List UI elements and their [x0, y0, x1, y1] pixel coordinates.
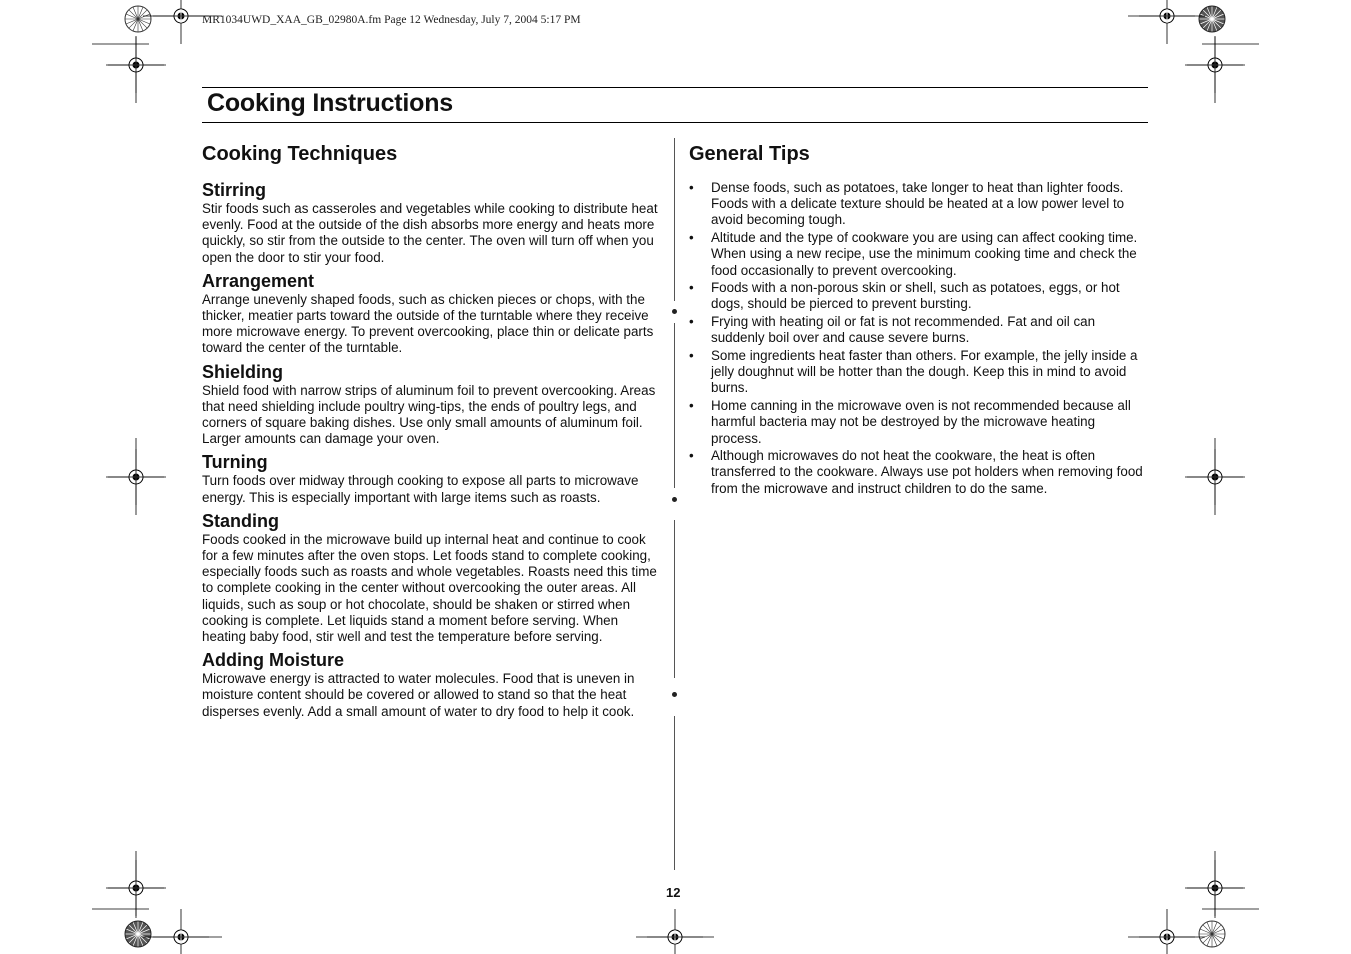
- bullet-icon: •: [689, 448, 694, 464]
- page-number: 12: [666, 885, 681, 900]
- bullet-icon: •: [689, 180, 694, 195]
- title-rule-bottom: [202, 122, 1148, 123]
- divider-dot: [672, 309, 677, 314]
- list-item: • Dense foods, such as potatoes, take longer to heat than lighter foods. Foods with a delicate texture should be heated at a low power level to avoid becoming tough.: [689, 180, 1125, 228]
- section-text: Shield food with narrow strips of aluminum foil to prevent overcooking. Areas that need shielding include poultry wing-tips, the ends of poultry legs, and corners of square baking dishes. Use only small amounts of aluminum foil. Larger amounts can damage your oven.: [202, 382, 656, 447]
- section-text: Stir foods such as casseroles and vegetables while cooking to distribute heat evenly. Food at the outside of the dish absorbs more energy and heats more quickly, so stir from the outside to the center. The oven will turn off when you open the door to stir your food.: [202, 201, 658, 265]
- bullet-icon: •: [689, 398, 694, 414]
- section-title: Standing: [202, 510, 279, 531]
- bullet-icon: •: [689, 230, 694, 246]
- list-item: • Although microwaves do not heat the cookware, the heat is often transferred to the cookware. Always use pot holders when removing food from the microwave and instruct children to do the same.: [689, 448, 1143, 496]
- general-tips-heading: General Tips: [689, 143, 810, 165]
- list-item: • Foods with a non-porous skin or shell, such as potatoes, eggs, or hot dogs, should be pierced to prevent bursting.: [689, 280, 1120, 312]
- column-divider: [674, 520, 675, 678]
- column-divider: [674, 716, 675, 870]
- general-tips-column: [689, 141, 1149, 498]
- section-title: Shielding: [202, 361, 283, 382]
- list-item: • Home canning in the microwave oven is not recommended because all harmful bacteria may not be destroyed by the microwave heating process.: [689, 398, 1131, 446]
- bullet-icon: •: [689, 314, 694, 330]
- list-item: • Some ingredients heat faster than others. For example, the jelly inside a jelly doughnut will be hotter than the dough. Keep this in mind to avoid burns.: [689, 348, 1138, 396]
- column-divider: [674, 323, 675, 488]
- section-text: Foods cooked in the microwave build up internal heat and continue to cook for a few minutes after the oven stops. Let foods stand to complete cooking, especially foods such as roasts and whole vegetables. Roasts need this time to complete cooking in the center without overcooking the outer areas. All liquids, such as soup or hot chocolate, should be shaken or stirred when cooking is complete. Let liquids stand a moment before serving. When heating baby food, stir well and test the temperature before serving.: [202, 531, 657, 645]
- section-text: Turn foods over midway through cooking to expose all parts to microwave energy. This is especially important with large items such as roasts.: [202, 473, 639, 505]
- tips-list: [689, 180, 1149, 497]
- section-text: Microwave energy is attracted to water molecules. Food that is uneven in moisture content should be covered or allowed to stand so that the heat disperses evenly. Add a small amount of water to dry food to help it cook.: [202, 671, 635, 719]
- title-rule-top: [202, 87, 1148, 88]
- section-text: Arrange unevenly shaped foods, such as chicken pieces or chops, with the thicker, meatier parts toward the outside of the turntable where they receive more microwave energy. To prevent overcooking, place thin or delicate parts toward the center of the turntable.: [202, 291, 654, 356]
- page-title: Cooking Instructions: [207, 89, 454, 117]
- bullet-icon: •: [689, 280, 694, 296]
- divider-dot: [672, 497, 677, 502]
- column-divider: [674, 138, 675, 301]
- divider-dot: [672, 692, 677, 697]
- list-item: • Frying with heating oil or fat is not recommended. Fat and oil can suddenly boil over and cause severe burns.: [689, 314, 1096, 346]
- section-title: Turning: [202, 452, 268, 473]
- bullet-icon: •: [689, 348, 694, 364]
- file-slug: MR1034UWD_XAA_GB_02980A.fm Page 12 Wednesday, July 7, 2004 5:17 PM: [202, 14, 581, 26]
- list-item: • Altitude and the type of cookware you are using can affect cooking time. When using a new recipe, use the minimum cooking time and check the food occasionally to prevent overcooking.: [689, 230, 1138, 278]
- section-title: Adding Moisture: [202, 650, 344, 671]
- cooking-techniques-heading: Cooking Techniques: [202, 143, 398, 165]
- cooking-techniques-column: [202, 141, 660, 724]
- section-title: Stirring: [202, 180, 267, 200]
- section-title: Arrangement: [202, 270, 315, 291]
